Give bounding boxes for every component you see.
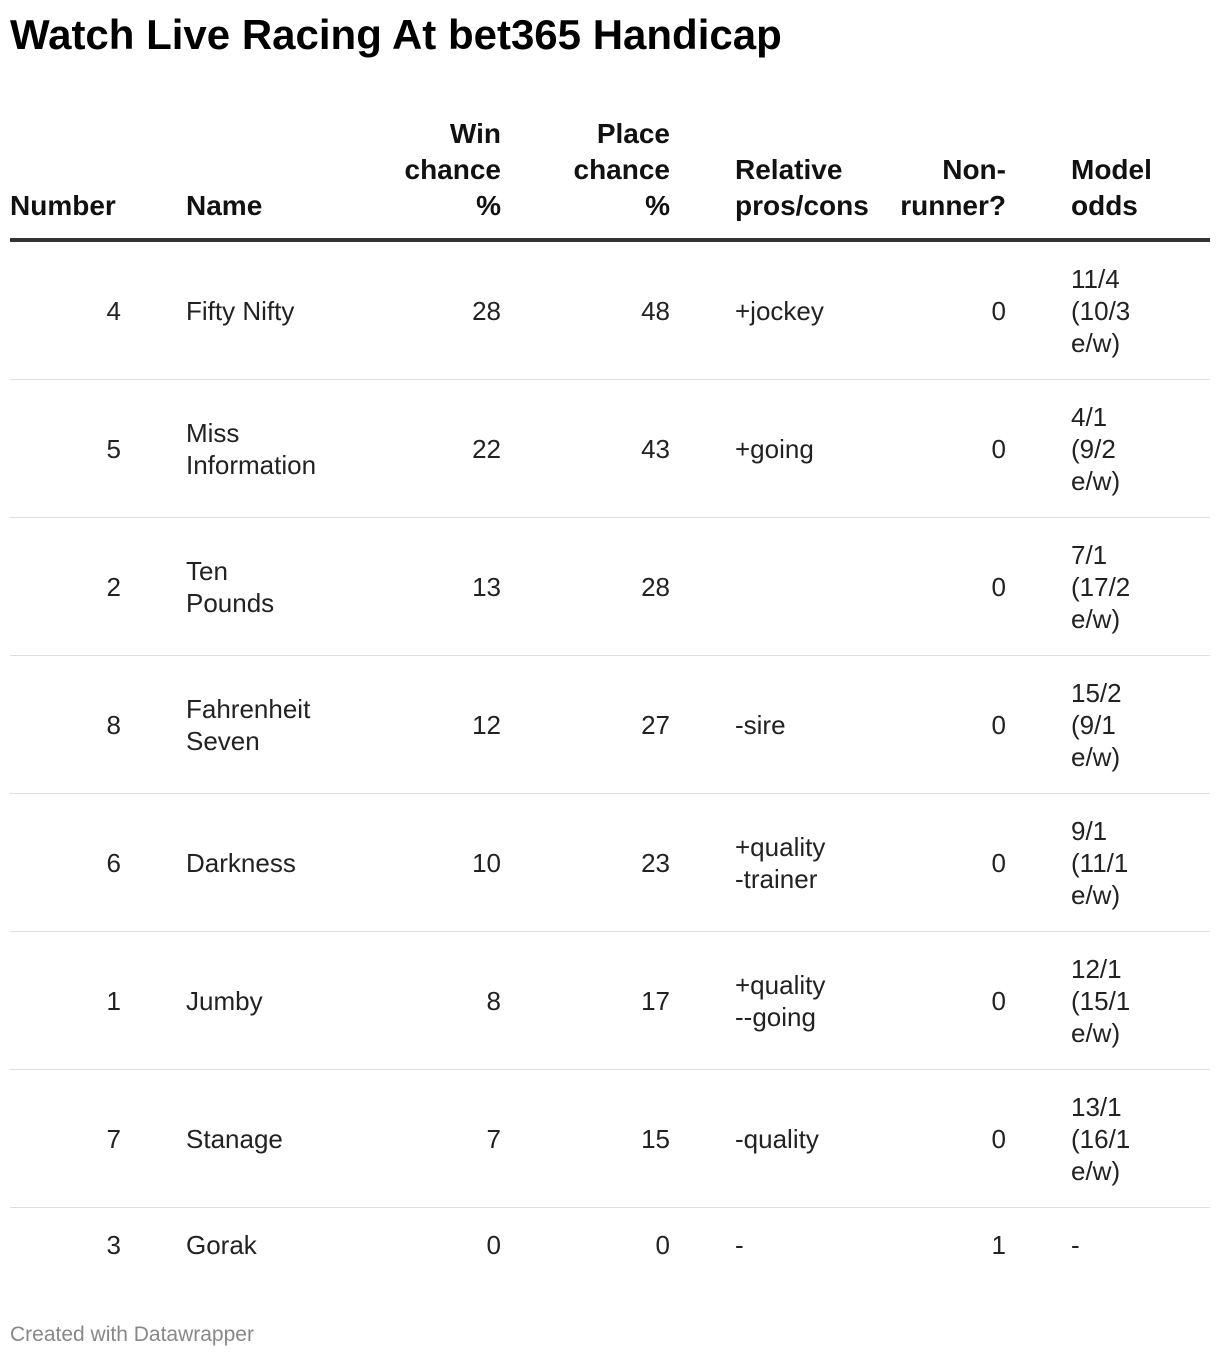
cell-place-chance: 0	[655, 1230, 670, 1260]
runners-table	[10, 110, 1210, 1282]
table-row	[10, 518, 1210, 656]
cell-model-odds: 13/1 (16/1 e/w)	[1006, 1070, 1210, 1208]
cell-pros-cons: +jockey	[670, 240, 838, 380]
cell-name: Miss Information	[121, 380, 335, 518]
header-number[interactable]: Number	[10, 110, 121, 240]
cell-name: Fifty Nifty	[121, 240, 335, 380]
cell-name: Fahrenheit Seven	[121, 656, 335, 794]
header-place-chance[interactable]: Place chance %	[501, 110, 670, 240]
cell-model-odds: -	[1071, 1230, 1080, 1260]
cell-name: Darkness	[121, 794, 335, 932]
cell-place-chance: 23	[501, 794, 670, 932]
cell-name: Stanage	[121, 1070, 335, 1208]
cell-model-odds: 11/4 (10/3 e/w)	[1006, 240, 1210, 380]
cell-place-chance: 43	[501, 380, 670, 518]
cell-non-runner: 0	[838, 794, 1006, 932]
cell-win-chance: 28	[335, 240, 501, 380]
table-row	[10, 240, 1210, 380]
cell-model-odds: 15/2 (9/1 e/w)	[1006, 656, 1210, 794]
cell-win-chance: 7	[335, 1070, 501, 1208]
cell-pros-cons: +quality --going	[670, 932, 838, 1070]
cell-win-chance: 12	[335, 656, 501, 794]
cell-non-runner: 1	[991, 1230, 1006, 1260]
datawrapper-credit[interactable]: Created with Datawrapper	[10, 1323, 254, 1346]
table-row	[10, 794, 1210, 932]
chart-title: Watch Live Racing At bet365 Handicap	[10, 11, 782, 58]
cell-model-odds: 9/1 (11/1 e/w)	[1006, 794, 1210, 932]
table-row	[10, 1208, 1210, 1283]
cell-win-chance: 22	[335, 380, 501, 518]
cell-pros-cons: -	[735, 1230, 744, 1260]
cell-non-runner: 0	[838, 518, 1006, 656]
cell-non-runner: 0	[838, 380, 1006, 518]
cell-non-runner: 0	[838, 240, 1006, 380]
cell-non-runner: 0	[838, 656, 1006, 794]
cell-non-runner: 0	[838, 932, 1006, 1070]
cell-pros-cons: -quality	[670, 1070, 838, 1208]
cell-number: 7	[10, 1070, 121, 1208]
cell-number: 3	[106, 1230, 121, 1260]
cell-place-chance: 28	[501, 518, 670, 656]
cell-number: 6	[10, 794, 121, 932]
cell-place-chance: 17	[501, 932, 670, 1070]
cell-name: Ten Pounds	[121, 518, 335, 656]
cell-number: 1	[10, 932, 121, 1070]
cell-model-odds: 12/1 (15/1 e/w)	[1006, 932, 1210, 1070]
header-pros-cons[interactable]: Relative pros/cons	[670, 110, 838, 240]
cell-name: Jumby	[121, 932, 335, 1070]
cell-pros-cons	[670, 518, 838, 656]
header-model-odds[interactable]: Model odds	[1006, 110, 1210, 240]
header-win-chance[interactable]: Win chance %	[335, 110, 501, 240]
table-row	[10, 380, 1210, 518]
cell-pros-cons: +going	[670, 380, 838, 518]
header-non-runner[interactable]: Non- runner?	[838, 110, 1006, 240]
cell-win-chance: 13	[335, 518, 501, 656]
header-row	[10, 110, 1210, 240]
cell-win-chance: 10	[335, 794, 501, 932]
cell-win-chance: 0	[486, 1230, 501, 1260]
cell-non-runner: 0	[838, 1070, 1006, 1208]
cell-number: 8	[10, 656, 121, 794]
cell-place-chance: 27	[501, 656, 670, 794]
cell-number: 2	[10, 518, 121, 656]
cell-place-chance: 15	[501, 1070, 670, 1208]
table-row	[10, 1070, 1210, 1208]
cell-number: 4	[10, 240, 121, 380]
cell-model-odds: 4/1 (9/2 e/w)	[1006, 380, 1210, 518]
cell-pros-cons: -sire	[670, 656, 838, 794]
table-row	[10, 656, 1210, 794]
table-row	[10, 932, 1210, 1070]
cell-model-odds: 7/1 (17/2 e/w)	[1006, 518, 1210, 656]
cell-number: 5	[10, 380, 121, 518]
cell-place-chance: 48	[501, 240, 670, 380]
header-name[interactable]: Name	[121, 110, 335, 240]
cell-pros-cons: +quality -trainer	[670, 794, 838, 932]
cell-name: Gorak	[186, 1230, 257, 1260]
cell-win-chance: 8	[335, 932, 501, 1070]
